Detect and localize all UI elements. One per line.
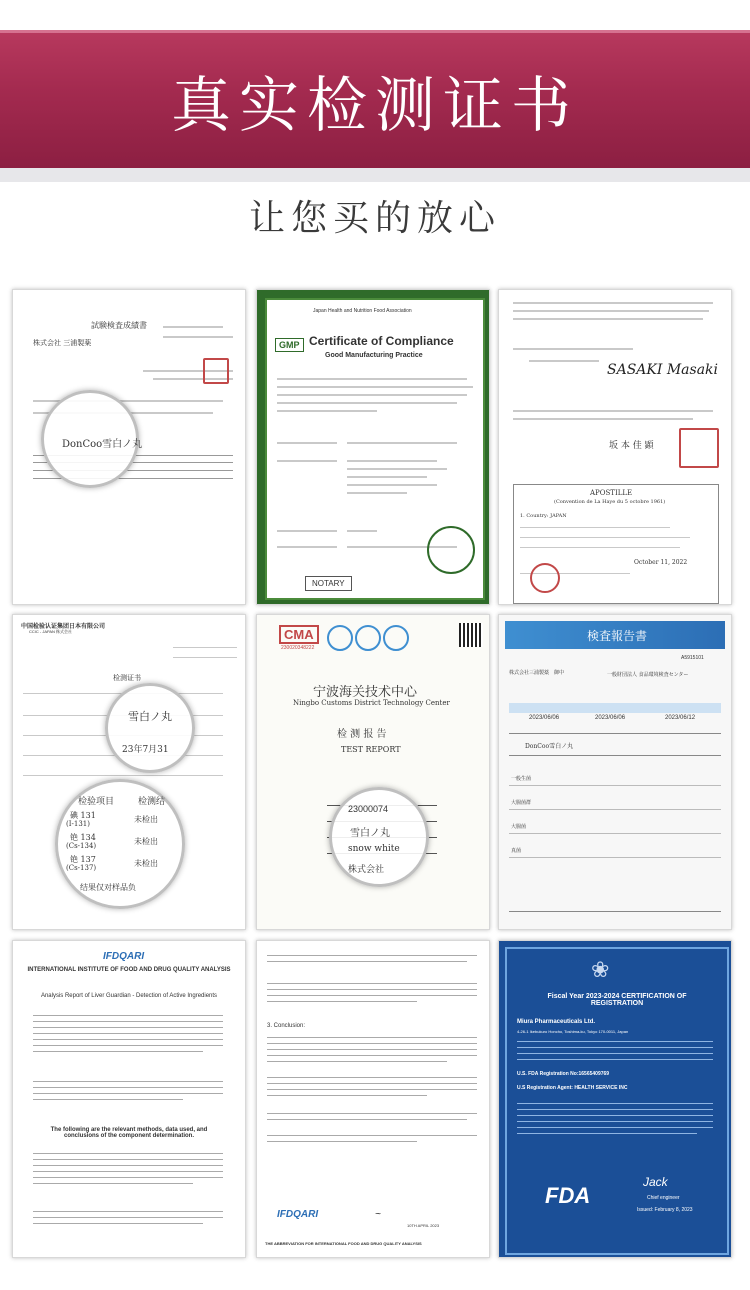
cert4-result: 未检出 — [134, 859, 158, 868]
cert8-date: 10TH APRIL 2023 — [407, 1223, 440, 1228]
cert4-item: 铯 137 — [70, 855, 96, 864]
eagle-emblem-icon: ❀ — [591, 957, 610, 982]
certificate-inspection-report[interactable] — [12, 289, 246, 605]
cert5-institute: 宁波海关技术中心 — [313, 685, 418, 700]
cert5-report-en: TEST REPORT — [341, 745, 401, 754]
cert2-org: Japan Health and Nutrition Food Association — [313, 308, 412, 314]
cert7-report-title: Analysis Report of Liver Guardian - Detection of Active Ingredients — [40, 993, 218, 999]
apostille-convention: (Convention de La Haye du 5 octobre 1961) — [554, 499, 666, 505]
cert6-date: 2023/06/06 — [595, 715, 626, 721]
gmp-seal-icon — [427, 526, 475, 574]
cert9-registration: U.S. FDA Registration No:16565409769 — [517, 1071, 610, 1077]
cma-logo-icon: CMA — [279, 625, 319, 644]
cert9-address: 4-26-1 Ikebukuro Honcho, Toshima-ku, Tokyo 170-0011, Japan — [517, 1029, 629, 1034]
cert4-item: (Cs-137) — [66, 864, 97, 872]
apostille-stamp-icon — [530, 563, 560, 593]
ifdqari-logo-icon: IFDQARI — [277, 1209, 319, 1220]
certificate-apostille[interactable] — [498, 289, 732, 605]
cert5-report-no: 23000074 — [348, 804, 389, 814]
cert4-result: 未检出 — [134, 837, 158, 846]
cert4-company: 中国检验认证集团日本有限公司 — [21, 624, 106, 630]
cert4-item: 铯 134 — [70, 833, 96, 842]
cert5-sample-en: snow white — [348, 844, 400, 854]
cnas-logo-icon — [355, 625, 381, 651]
certificate-gmp[interactable] — [256, 289, 490, 605]
cert4-title: 检测证书 — [113, 675, 141, 682]
certificate-ifdqari-page2[interactable] — [256, 940, 490, 1258]
cert6-date: 2023/06/06 — [529, 715, 560, 721]
magnifier-lens-results — [55, 779, 185, 909]
cert4-date: 23年7月31 — [122, 745, 169, 755]
page-title: 真实检测证书 — [171, 71, 579, 141]
cert9-agent: U.S Registration Agent: HEALTH SERVICE INC — [517, 1085, 628, 1091]
cert4-result-header: 检测结 — [138, 797, 166, 807]
cert6-sample: DonCoo雪白ノ丸 — [525, 743, 574, 750]
header-banner — [0, 30, 750, 168]
certificate-ifdqari-page1[interactable] — [12, 940, 246, 1258]
cert9-signer: Chief engineer — [647, 1195, 680, 1201]
cert6-test: 真菌 — [511, 848, 522, 854]
cert5-institute-en: Ningbo Customs District Technology Center — [293, 699, 450, 707]
testing-logo-icon — [383, 625, 409, 651]
cert3-official-seal: 坂 本 佳 顕 — [609, 441, 654, 451]
cert8-conclusion: 3. Conclusion: — [267, 1023, 306, 1029]
apostille-date: October 11, 2022 — [634, 559, 688, 566]
cert6-test: 大腸菌群 — [511, 800, 532, 806]
cert4-company-en: CCIC - JAPAN 株式会社 — [29, 629, 73, 634]
cert1-heading: 試験検査成績書 — [91, 321, 147, 330]
cert9-title: Fiscal Year 2023-2024 CERTIFICATION OF REGISTRATION — [547, 993, 687, 1007]
notary-seal-icon: NOTARY — [305, 576, 352, 591]
cert6-report-no: A5915101 — [681, 655, 704, 661]
signature-icon: ~ — [375, 1209, 381, 1220]
cert5-report: 检 测 报 告 — [337, 729, 387, 740]
certificate-ningbo-customs[interactable] — [256, 614, 490, 930]
cert9-issued: Issued: February 8, 2023 — [637, 1207, 693, 1213]
official-seal-icon — [679, 428, 719, 468]
cert4-footer: 结果仅对样品负 — [80, 883, 136, 892]
cert8-footer: THE ABBREVIATION FOR INTERNATIONAL FOOD AND DRUG QUALITY ANALYSIS — [265, 1241, 422, 1246]
cert3-signature: SASAKI Masaki — [607, 362, 719, 378]
cert6-date: 2023/06/12 — [665, 715, 696, 721]
cert4-result: 未检出 — [134, 815, 158, 824]
ilac-logo-icon — [327, 625, 353, 651]
cert6-title: 検査報告書 — [587, 629, 648, 643]
cert4-product: 雪白ノ丸 — [128, 710, 172, 723]
cert7-institute: INTERNATIONAL INSTITUTE OF FOOD AND DRUG QUALITY ANALYSIS — [27, 967, 231, 973]
cert6-test: 一般生菌 — [511, 776, 532, 782]
cert4-item: (Cs-134) — [66, 842, 97, 850]
cert6-company: 株式会社三浦製薬 御中 — [509, 670, 565, 676]
cert4-item: (I-131) — [66, 820, 90, 828]
cert5-customer: 株式会社 — [348, 865, 385, 875]
gmp-badge-icon: GMP — [275, 338, 304, 352]
page-subtitle: 让您买的放心 — [248, 198, 501, 239]
certificate-lab-report[interactable] — [498, 614, 732, 930]
cert2-title: Certificate of Compliance — [309, 334, 454, 348]
signature-icon: Jack — [643, 1175, 668, 1189]
apostille-country: 1. Country: JAPAN — [520, 513, 567, 519]
cert6-lab: 一般財団法人 食品環境検査センター — [607, 672, 689, 678]
ifdqari-logo-icon: IFDQARI — [103, 951, 145, 962]
apostille-title: APOSTILLE — [590, 489, 633, 497]
cert1-company: 株式会社 三浦製薬 — [33, 339, 92, 347]
magnifier-lens-product — [105, 683, 195, 773]
cert6-test: 大腸菌 — [511, 824, 527, 830]
cert5-cert-no: 230020348222 — [281, 645, 315, 651]
cert7-subheading: The following are the relevant methods, data used, and conclusions of the component determination. — [50, 1127, 208, 1139]
certificate-fda-registration[interactable] — [498, 940, 732, 1258]
cert2-subtitle: Good Manufacturing Practice — [325, 352, 423, 359]
cert4-items-header: 检验项目 — [78, 797, 115, 807]
company-seal-icon — [203, 358, 229, 384]
cert5-sample: 雪白ノ丸 — [350, 828, 390, 839]
cert9-company: Miura Pharmaceuticals Ltd. — [517, 1019, 596, 1025]
fda-logo-icon: FDA — [545, 1183, 591, 1208]
cert1-product: DonCoo雪白ノ丸 — [62, 439, 143, 450]
cert4-item: 碘 131 — [70, 811, 96, 820]
magnifier-lens — [41, 390, 143, 488]
magnifier-lens — [329, 787, 429, 887]
certificate-ccic[interactable] — [12, 614, 246, 930]
qr-code-icon — [459, 623, 483, 647]
